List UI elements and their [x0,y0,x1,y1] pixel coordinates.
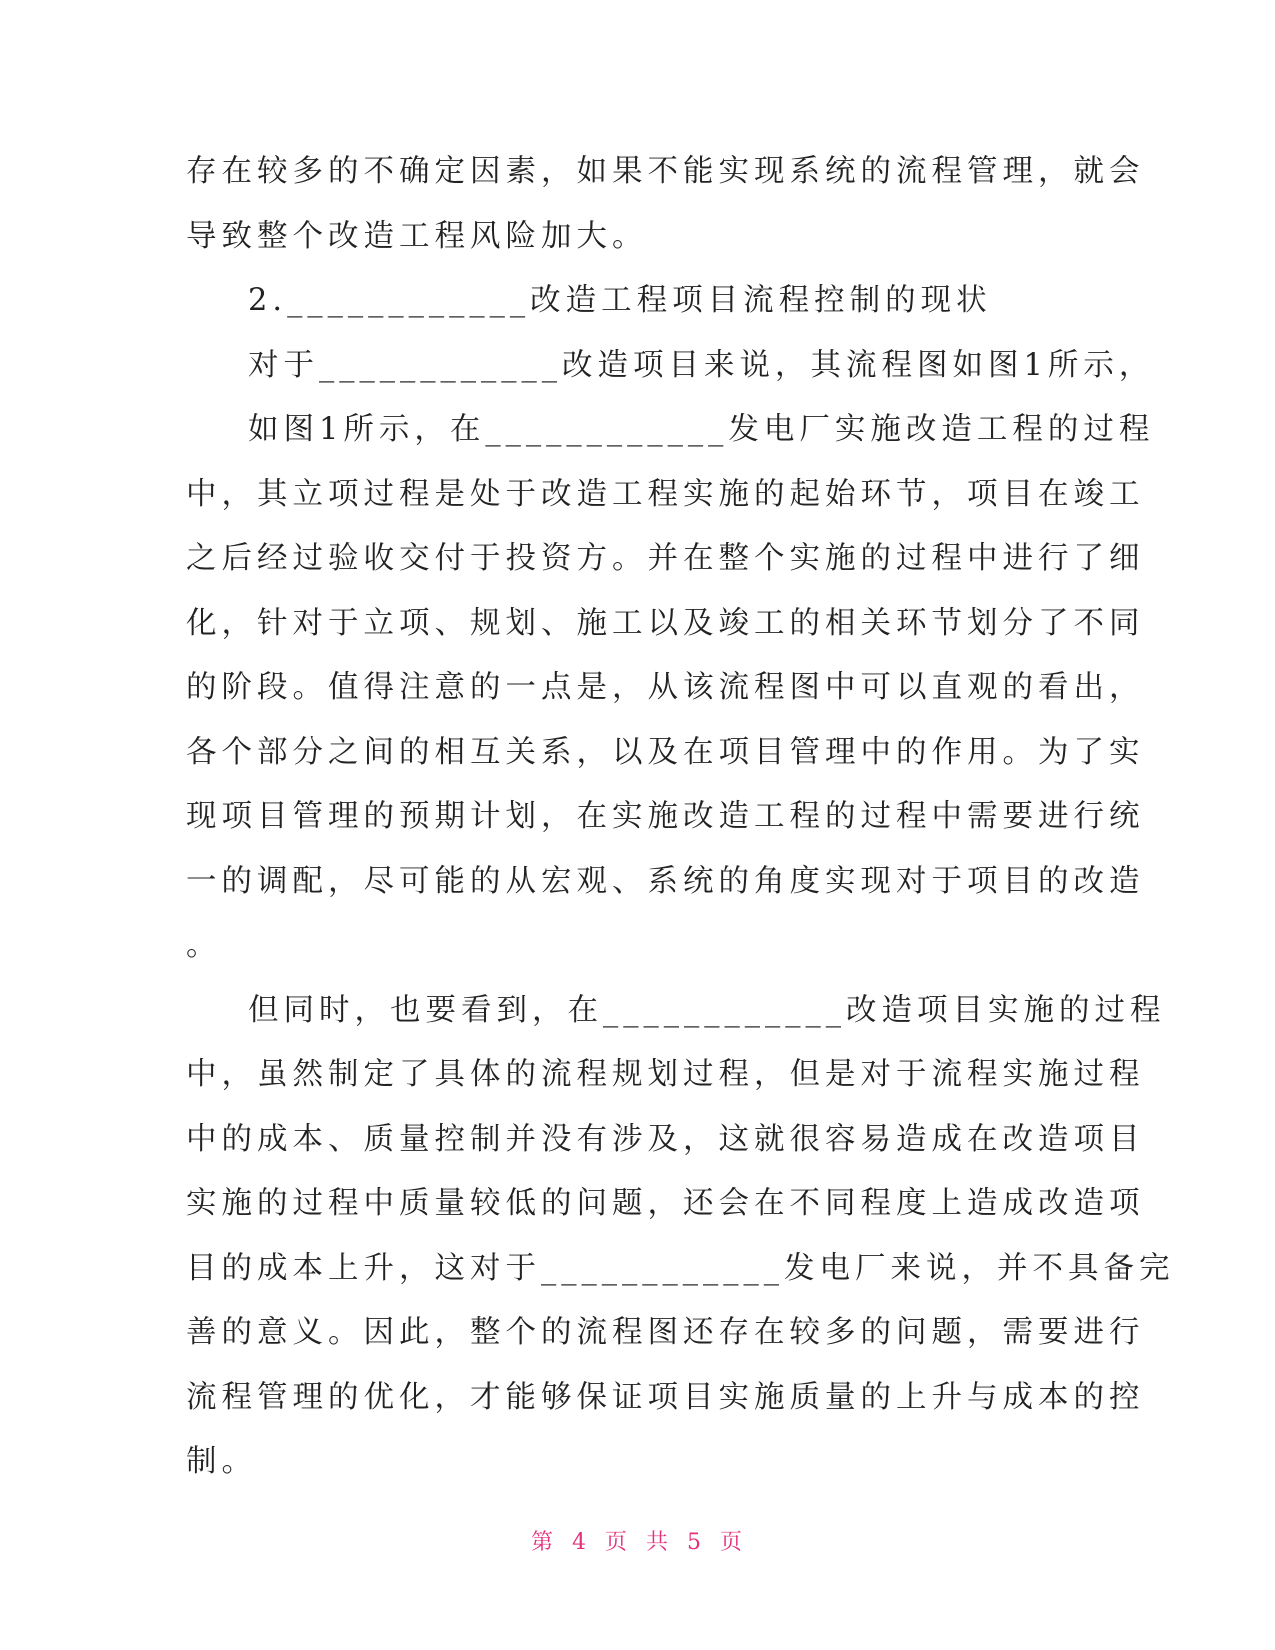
body-text [186,140,1175,1495]
page-footer: 第 4 页 共 5 页 [531,1530,744,1555]
text-line: 2.____________改造工程项目流程控制的现状 [248,283,992,318]
text-line: 导致整个改造工程风险加大。 [186,218,648,254]
text-line: 现项目管理的预期计划，在实施改造工程的过程中需要进行统 [186,799,1145,834]
text-line: 中的成本、质量控制并没有涉及，这就很容易造成在改造项目 [186,1121,1145,1157]
text-line: 化，针对于立项、规划、施工以及竣工的相关环节划分了不同 [186,605,1145,641]
text-line: 对于____________改造项目来说，其流程图如图1所示， [248,347,1155,383]
text-line: 目的成本上升，这对于____________发电厂来说，并不具备完 [186,1250,1175,1286]
text-line: 之后经过验收交付于投资方。并在整个实施的过程中进行了细 [186,541,1145,576]
text-line: 中，虽然制定了具体的流程规划过程，但是对于流程实施过程 [186,1057,1145,1092]
text-line: 的阶段。值得注意的一点是，从该流程图中可以直观的看出， [186,670,1145,705]
text-line: 但同时，也要看到，在____________改造项目实施的过程 [248,992,1166,1028]
text-line: 一的调配，尽可能的从宏观、系统的角度实现对于项目的改造 [186,863,1145,899]
text-line: 如图1所示，在____________发电厂实施改造工程的过程 [248,412,1155,447]
text-line: 善的意义。因此，整个的流程图还存在较多的问题，需要进行 [186,1315,1145,1350]
text-line: 制。 [186,1444,257,1479]
text-line: 。 [186,928,222,963]
text-line: 流程管理的优化，才能够保证项目实施质量的上升与成本的控 [186,1379,1145,1415]
text-line: 各个部分之间的相互关系，以及在项目管理中的作用。为了实 [186,734,1145,770]
text-line: 中，其立项过程是处于改造工程实施的起始环节，项目在竣工 [186,476,1145,512]
text-line: 存在较多的不确定因素，如果不能实现系统的流程管理，就会 [186,154,1145,189]
text-line: 实施的过程中质量较低的问题，还会在不同程度上造成改造项 [186,1186,1145,1221]
